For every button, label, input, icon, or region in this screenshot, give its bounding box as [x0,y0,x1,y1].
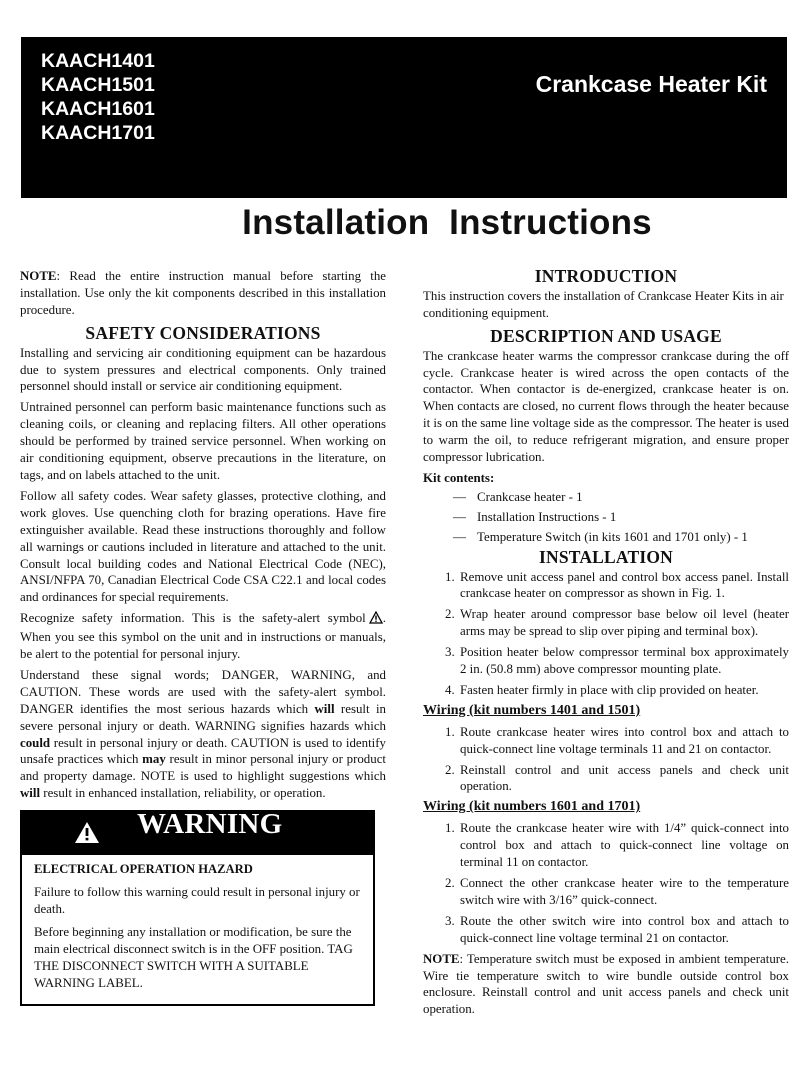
page-title: Installation Instructions [242,203,652,242]
step-text: Route the crankcase heater wire with 1/4” quick-connect into control box and attach to quick-connect line voltage on terminal 11 on contactor. [460,821,789,870]
step-text: Route crankcase heater wires into control box and attach to quick-connect line voltage terminals 11 and 21 on contactor. [460,724,789,756]
step-text: Route the other switch wire into control box and attach to quick-connect line voltage terminal 21 on contactor. [460,913,789,945]
warning-text-2: Before beginning any installation or modification, be sure the main electrical disconnect switch is in the OFF position. TAG THE DISCONNECT SWITCH WITH A SUITABLE WARNING LABEL. [34,924,353,990]
note-label: NOTE [423,951,460,966]
safety-paragraph-3: Follow all safety codes. Wear safety glasses, protective clothing, and work gloves. Use quenching cloth for brazing operations. Have fire extinguisher available. Read these instructions thoroughly and follow all warnings or cautions included in literature and attached to the unit. Consult local building codes and National Electrical Code (NEC), ANSI/NFPA 70, Canadian Electrical Code CSA C22.1 and local codes and ordinances for special requirements. [20,488,386,605]
left-column [20,268,386,1006]
bold-word: will [20,786,41,801]
list-item: 1. Remove unit access panel and control box access panel. Install crankcase heater on compressor as shown in Fig. 1. [445,569,789,601]
note-text: : Temperature switch must be exposed in ambient temperature. Wire tie temperature switch to wire bundle outside control box enclosure. Reinstall control and unit access panels and check unit operation. [423,951,789,1017]
wiring-1601-1701-steps [445,820,789,946]
model-number: KAACH1601 [41,98,155,120]
list-item: 2. Reinstall control and unit access panels and check unit operation. [445,762,789,794]
model-numbers [41,49,155,145]
hazard-title: ELECTRICAL OPERATION HAZARD [34,862,253,877]
text-run: result in enhanced installation, reliability, or operation. [40,786,326,801]
note-text: : Read the entire instruction manual before starting the installation. Use only the kit components described in this installation procedure. [20,269,386,317]
step-text: Connect the other crankcase heater wire to the temperature switch wire with 3/16” quick-connect. [460,876,789,907]
right-column [423,268,789,1022]
introduction-text: This instruction covers the installation of Crankcase Heater Kits in air conditioning equipment. [423,288,784,320]
model-number: KAACH1501 [41,74,155,96]
model-number: KAACH1401 [41,50,155,72]
bold-word: will [314,701,335,716]
list-item: 1. Route crankcase heater wires into control box and attach to quick-connect line voltage terminals 11 and 21 on contactor. [445,724,789,756]
model-number: KAACH1701 [41,122,155,144]
bold-word: could [20,735,51,750]
kit-contents-label: Kit contents: [423,470,495,485]
text-run: result in minor personal injury or product and property damage. NOTE is used to highlight suggestions which [20,752,387,784]
kit-item-text: Crankcase heater - 1 [477,489,583,504]
safety-alert-icon [369,611,383,629]
warning-box [20,810,375,1005]
introduction-heading: INTRODUCTION [534,266,678,286]
list-item: 2. Wrap heater around compressor base below oil level (heater arms may be spread to slip over piping and terminal box). [445,607,789,639]
description-heading: DESCRIPTION AND USAGE [490,325,722,346]
installation-steps [445,569,789,699]
safety-heading: SAFETY CONSIDERATIONS [85,322,321,343]
list-item: 3. Position heater below compressor terminal box approximately 2 in. (50.8 mm) above compressor mounting plate. [445,645,789,677]
safety-paragraph-4 [20,610,386,663]
list-item: — Temperature Switch (in kits 1601 and 1701 only) - 1 [453,529,748,544]
product-name: Crankcase Heater Kit [535,71,767,97]
bold-word: may [142,752,166,767]
safety-paragraph-1: Installing and servicing air conditioning equipment can be hazardous due to system pressures and electrical components. Only trained personnel should install or service air conditioning equipment. [20,345,386,394]
kit-item-text: Temperature Switch (in kits 1601 and 1701 only) - 1 [477,529,748,544]
text-run: Understand these signal words; DANGER, WARNING, and CAUTION. These words are used with the safety-alert symbol. DANGER identifies the most serious hazards which [20,667,386,716]
text-run: result in severe personal injury or death. WARNING signifies hazards which [20,701,386,733]
description-text: The crankcase heater warms the compressor crankcase during the off cycle. Crankcase heater is wired across the open contacts of the contactor. When contactor is de-energized, crankcase heater is on. When contacts are closed, no current flows through the heater because it is on the same line voltage side as the compressor. The heater is used to warm the oil, to reduce refrigerant migration, and ensure proper compressor lubrication. [423,348,789,465]
step-text: Reinstall control and unit access panels and check unit operation. [460,762,789,794]
step-text: Position heater below compressor terminal box approximately 2 in. (50.8 mm) above compressor mounting plate. [460,645,789,677]
kit-item-text: Installation Instructions - 1 [477,509,617,524]
list-item: 4. Fasten heater firmly in place with clip provided on heater. [445,682,759,697]
wiring-1401-1501-heading: Wiring (kit numbers 1401 and 1501) [423,702,641,718]
note-paragraph [20,268,386,319]
warning-triangle-icon [74,821,100,849]
list-item: 3. Route the other switch wire into control box and attach to quick-connect line voltage terminal 21 on contactor. [445,913,789,945]
step-text: Remove unit access panel and control box access panel. Install crankcase heater on compressor as shown in Fig. 1. [460,569,789,601]
note-label: NOTE [20,269,57,283]
list-item: — Installation Instructions - 1 [453,509,617,524]
wiring-1601-1701-heading: Wiring (kit numbers 1601 and 1701) [423,799,641,815]
warning-body [22,855,373,1003]
warning-label: WARNING [137,808,283,841]
signal-words-paragraph [20,667,386,802]
step-text: Fasten heater firmly in place with clip provided on heater. [460,682,759,697]
text-run: result in personal injury or death. CAUTION is used to identify unsafe practices which [20,735,386,767]
installation-heading: INSTALLATION [538,546,673,567]
warning-bar [22,808,373,855]
warning-text-1: Failure to follow this warning could result in personal injury or death. [34,885,360,916]
list-item: 1. Route the crankcase heater wire with 1/4” quick-connect into control box and attach to quick-connect line voltage on terminal 11 on contactor. [445,821,789,870]
safety-alert-text-2: . When you see this symbol on the unit and in instructions or manuals, be alert to the potential for personal injury. [20,611,386,662]
temperature-switch-note [423,951,789,1019]
list-item: 2. Connect the other crankcase heater wire to the temperature switch wire with 3/16” quick-connect. [445,876,789,907]
list-item: — Crankcase heater - 1 [453,489,583,504]
safety-alert-text: Recognize safety information. This is the safety-alert symbol [20,611,366,626]
kit-contents-list [453,489,789,546]
safety-paragraph-2: Untrained personnel can perform basic maintenance functions such as cleaning coils, or cleaning and replacing filters. All other operations should be performed by trained service personnel. When working on air conditioning equipment, observe precautions in the literature, on tags, and on labels attached to the unit. [20,400,386,482]
wiring-1401-1501-steps [445,724,789,796]
step-text: Wrap heater around compressor base below oil level (heater arms may be spread to slip over piping and terminal box). [460,607,789,639]
header-banner [21,37,787,198]
